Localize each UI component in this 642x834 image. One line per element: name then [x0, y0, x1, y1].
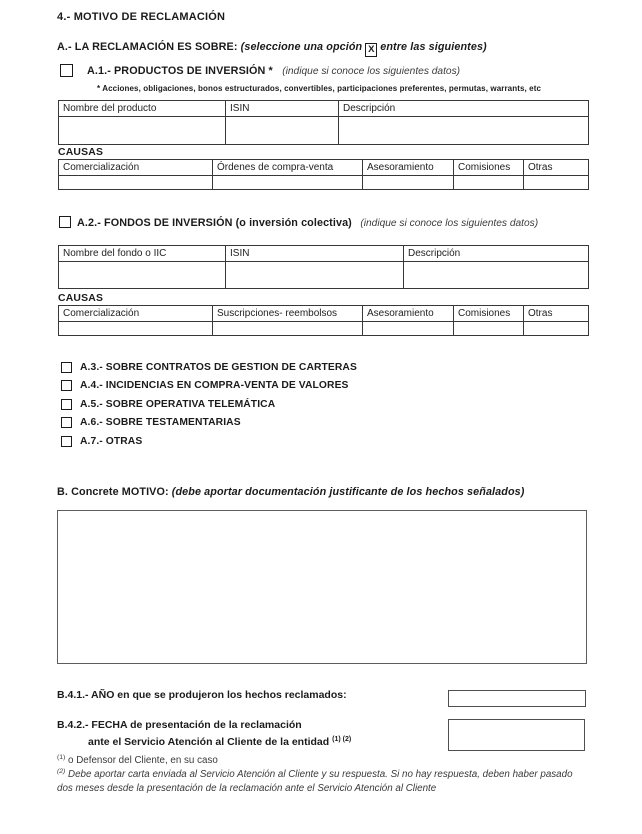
footnote-2-text: Debe aportar carta enviada al Servicio Atención al Cliente y su respuesta. Si no hay respuesta, deben haber pasado dos meses desde la presentación de la reclamación ante el Servicio Atención al Cliente [57, 769, 573, 794]
option-row-a5 [61, 399, 275, 410]
product-description-input[interactable] [339, 117, 589, 145]
fund-table [58, 245, 589, 289]
fund-description-header: Descripción [404, 246, 589, 262]
product-isin-header: ISIN [226, 101, 339, 117]
product-name-input[interactable] [59, 117, 226, 145]
a1-hint: (indique si conoce los siguientes datos) [282, 66, 461, 77]
fundcause-otras-header: Otras [524, 306, 589, 322]
b42-label-line2: ante el Servicio Atención al Cliente de la entidad [88, 736, 333, 748]
section-b-heading [57, 482, 524, 500]
b41-year-input[interactable] [448, 690, 586, 707]
fundcause-comercializacion-input[interactable] [59, 322, 213, 336]
option-row-a3 [61, 362, 357, 373]
footnote-2 [57, 765, 590, 795]
b42-label-line2-wrap [88, 732, 351, 750]
fundcause-asesoramiento-header: Asesoramiento [363, 306, 454, 322]
fund-description-input[interactable] [404, 262, 589, 289]
b42-label-line1: B.4.2.- FECHA de presentación de la reclamación [57, 719, 302, 731]
option-row-a4 [61, 380, 349, 391]
cause-ordenes-header: Órdenes de compra-venta [213, 160, 363, 176]
a1-checkbox[interactable] [60, 64, 73, 77]
product-table [58, 100, 589, 145]
cause-comercializacion-header: Comercialización [59, 160, 213, 176]
cause-comercializacion-input[interactable] [59, 176, 213, 190]
footnote-1-text: o Defensor del Cliente, en su caso [65, 755, 218, 766]
b41-label: B.4.1.- AÑO en que se produjeron los hechos reclamados: [57, 689, 347, 701]
a2-label: A.2.- FONDOS DE INVERSIÓN (o inversión colectiva) [77, 217, 352, 229]
cause-otras-input[interactable] [524, 176, 589, 190]
a6-label: A.6.- SOBRE TESTAMENTARIAS [80, 417, 241, 428]
a5-checkbox[interactable] [61, 399, 72, 410]
b42-date-input[interactable] [448, 719, 585, 751]
cause-ordenes-input[interactable] [213, 176, 363, 190]
option-row-a1 [60, 61, 460, 79]
cause-comisiones-header: Comisiones [454, 160, 524, 176]
fund-name-input[interactable] [59, 262, 226, 289]
option-row-a2 [59, 213, 538, 231]
a1-label: A.1.- PRODUCTOS DE INVERSIÓN * [87, 65, 273, 77]
page-title: 4.- MOTIVO DE RECLAMACIÓN [57, 11, 226, 23]
cause-otras-header: Otras [524, 160, 589, 176]
a7-checkbox[interactable] [61, 436, 72, 447]
section-b-label: B. Concrete MOTIVO: [57, 486, 172, 498]
a7-label: A.7.- OTRAS [80, 436, 143, 447]
fund-isin-input[interactable] [226, 262, 404, 289]
fund-name-header: Nombre del fondo o IIC [59, 246, 226, 262]
a3-checkbox[interactable] [61, 362, 72, 373]
a4-label: A.4.- INCIDENCIAS EN COMPRA-VENTA DE VALORES [80, 380, 349, 391]
fund-isin-header: ISIN [226, 246, 404, 262]
a5-label: A.5.- SOBRE OPERATIVA TELEMÁTICA [80, 399, 276, 410]
motivo-textbox[interactable] [57, 510, 587, 664]
x-mark-indicator: X [365, 43, 377, 57]
a2-checkbox[interactable] [59, 216, 71, 228]
footnote-1-marker: (1) [57, 754, 66, 761]
product-name-header: Nombre del producto [59, 101, 226, 117]
fundcause-asesoramiento-input[interactable] [363, 322, 454, 336]
section-a-hint-before: (seleccione una opción [240, 41, 363, 53]
fundcause-comisiones-input[interactable] [454, 322, 524, 336]
section-a-heading [57, 37, 487, 57]
option-row-a6 [61, 417, 241, 428]
causes-fund-table [58, 305, 589, 336]
fundcause-comercializacion-header: Comercialización [59, 306, 213, 322]
fundcause-comisiones-header: Comisiones [454, 306, 524, 322]
footnote-2-marker: (2) [57, 768, 66, 775]
option-row-a7 [61, 436, 142, 447]
a3-label: A.3.- SOBRE CONTRATOS DE GESTION DE CARTERAS [80, 362, 357, 373]
causes-product-table [58, 159, 589, 190]
a4-checkbox[interactable] [61, 380, 72, 391]
fundcause-suscripciones-input[interactable] [213, 322, 363, 336]
a2-hint: (indique si conoce los siguientes datos) [360, 218, 539, 229]
section-b-hint: (debe aportar documentación justificante de los hechos señalados) [171, 486, 525, 498]
causas-label-product: CAUSAS [58, 147, 104, 158]
section-a-hint-after: entre las siguientes) [380, 41, 487, 53]
causas-label-fund: CAUSAS [58, 293, 104, 304]
cause-asesoramiento-header: Asesoramiento [363, 160, 454, 176]
a1-footnote: * Acciones, obligaciones, bonos estructurados, convertibles, participaciones preferentes, permutas, warrants, etc [97, 84, 542, 93]
cause-asesoramiento-input[interactable] [363, 176, 454, 190]
fundcause-otras-input[interactable] [524, 322, 589, 336]
section-a-label: A.- LA RECLAMACIÓN ES SOBRE: [57, 41, 241, 53]
a6-checkbox[interactable] [61, 417, 72, 428]
b42-footnote-refs: (1) (2) [332, 736, 352, 743]
cause-comisiones-input[interactable] [454, 176, 524, 190]
fundcause-suscripciones-header: Suscripciones- reembolsos [213, 306, 363, 322]
product-description-header: Descripción [339, 101, 589, 117]
product-isin-input[interactable] [226, 117, 339, 145]
